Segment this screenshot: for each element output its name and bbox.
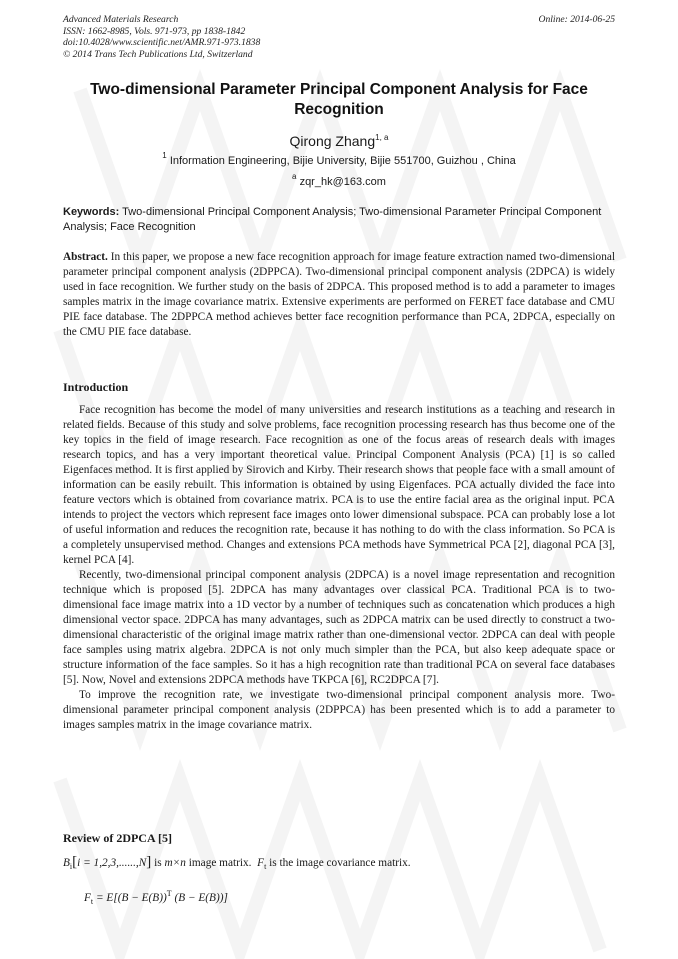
abstract-block — [63, 250, 615, 340]
symbol-b-subscript: i — [69, 862, 73, 871]
abstract-label: Abstract. — [63, 251, 108, 263]
author-name: Qirong Zhang — [289, 133, 376, 149]
affiliation-superscript: 1 — [162, 151, 167, 160]
affiliation-line — [63, 149, 615, 168]
paper-title: Two-dimensional Parameter Principal Component Analysis for Face Recognition — [90, 81, 588, 118]
symbol-b: B — [63, 857, 70, 869]
keywords-label: Keywords: — [63, 206, 120, 218]
section-heading-review: Review of 2DPCA [5] — [63, 831, 172, 845]
definition-text-2: is the image covariance matrix. — [269, 857, 411, 869]
author-email[interactable]: zqr_hk@163.com — [299, 176, 386, 188]
copyright-line: © 2014 Trans Tech Publications Ltd, Switzerland — [63, 48, 253, 60]
keywords-block — [63, 205, 615, 235]
symbol-f: F — [257, 857, 265, 869]
email-line — [63, 170, 615, 189]
abstract-text: In this paper, we propose a new face recognition approach for image feature extraction named two-dimensional parameter principal component analysis (2DPPCA). Two-dimensional principal component analysis (2DPCA) is widely used in face recognition. We further study on the basis of 2DPCA. This proposed method is to add a parameter to images samples matrix in the image covariance matrix. Extensive experiments are performed on FERET face database and CMU PIE face database. The 2DPPCA method achieves better face recognition performance than PCA, 2DPCA, especially on the CMU PIE face database. — [63, 251, 616, 338]
email-superscript: a — [292, 172, 297, 181]
matrix-dims: m×n — [164, 857, 186, 869]
index-range: i = 1,2,3,......,N — [77, 857, 147, 869]
transpose-superscript: T — [166, 889, 172, 898]
is-word: is — [154, 857, 162, 869]
introduction-body — [63, 403, 615, 733]
publication-info — [63, 14, 260, 60]
paragraph: Face recognition has become the model of many universities and research institutions as a teaching and research in related fields. Because of this study and solve problems, face recognition processing research has thus become one of the key topics in the field of image research. Face recognition as one of the focus areas of research deals with images research topics, and has a very important theoretical value. Principal Component Analysis (PCA) [1] is so called Eigenfaces method. It is first applied by Sirovich and Kirby. Their research shows that people face with a small amount of information can be easily rebuilt. This information is obtained by using Eigenfaces. PCA actually divided the face into feature vectors which is obtained from covariance matrix. PCA is to use the entire facial area as the original input. PCA intends to project the vectors which represent face images onto lower dimensional subspace. PCA can probably lose a lot of useful information and reduces the recognition rate, because it has nothing to do with the class information. So PCA is a completely unsupervised method. Changes and extensions PCA methods have Symmetrical PCA [2], diagonal PCA [3], kernel PCA [4]. — [63, 404, 615, 566]
online-date: Online: 2014-06-25 — [538, 14, 615, 25]
covariance-formula — [84, 886, 228, 909]
journal-name: Advanced Materials Research — [63, 14, 179, 25]
symbol-f-subscript: t — [264, 862, 267, 871]
definition-text-1: image matrix. — [188, 857, 252, 869]
formula-lhs-subscript: t — [90, 897, 94, 906]
formula-lhs: F — [84, 892, 91, 904]
keywords-text: Two-dimensional Principal Component Analysis; Two-dimensional Parameter Principal Component Analysis; Face Recognition — [63, 206, 602, 233]
author-line — [63, 129, 615, 150]
author-superscript: 1, a — [375, 133, 389, 142]
definition-line: $B_i[i = 1,2,3,......,N]$ is m×n image matrix. $F_t$ is the image covariance matrix. — [63, 854, 411, 871]
formula-end: (B − E(B))] — [174, 892, 228, 904]
paragraph: To improve the recognition rate, we investigate two-dimensional principal component analysis more. Two-dimensional parameter principal component analysis (2DPPCA) has been presented which is to add a parameter to images samples matrix in the image covariance matrix. — [63, 689, 615, 731]
formula-rhs: = E[(B − E(B)) — [95, 892, 167, 904]
paragraph: Recently, two-dimensional principal component analysis (2DPCA) is a novel image representation and recognition technique which is proposed [5]. 2DPCA has many advantages over classical PCA. Traditional PCA is to two-dimensional face image matrix into a 1D vector by a number of techniques such as concatenation which produces a high dimensional vector space. 2DPCA has many advantages, such as 2DPCA matrix can be used directly to construct a two-dimensional characteristic of the original image matrix rather than one-dimensional vector. 2DPCA can deal with people face samples using matrix algebra. 2DPCA is not only much simpler than the PCA, but also keep adequate space or structure information of the face samples. So it has a high recognition rate than traditional PCA on several face databases [5]. Now, Novel and extensions 2DPCA methods have TKPCA [6], RC2DPCA [7]. — [63, 569, 615, 686]
affiliation-text: Information Engineering, Bijie University, Bijie 551700, Guizhou , China — [169, 155, 516, 167]
issn-line: ISSN: 1662-8985, Vols. 971-973, pp 1838-1842 — [63, 25, 246, 37]
doi-line[interactable]: doi:10.4028/www.scientific.net/AMR.971-973.1838 — [63, 37, 261, 48]
section-heading-introduction: Introduction — [63, 380, 129, 394]
